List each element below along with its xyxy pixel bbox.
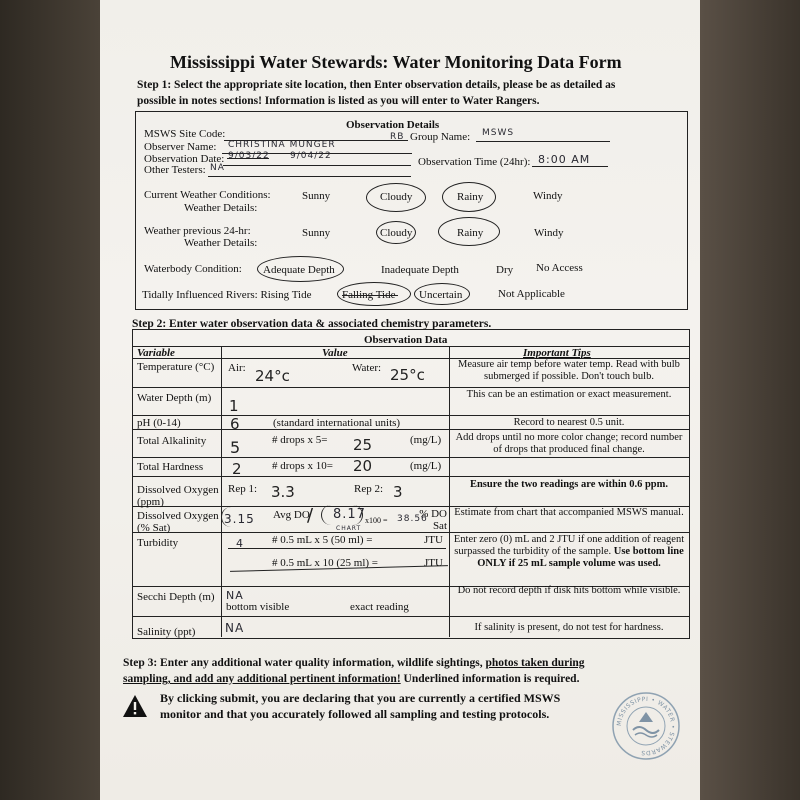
water-depth-value[interactable]: 1 — [229, 397, 239, 415]
current-weather-label: Current Weather Conditions: — [144, 189, 271, 201]
hardness-formula: # drops x 10= — [272, 460, 333, 472]
dissolved-oxygen-tip: Ensure the two readings are within 0.6 ppm. — [469, 479, 669, 490]
secchi-depth-value[interactable]: NA — [226, 589, 244, 602]
background-right — [700, 0, 800, 800]
step2-instruction: Step 2: Enter water observation data & associated chemistry parameters. — [132, 318, 492, 330]
secchi-exact-reading[interactable]: exact reading — [350, 601, 409, 613]
row-line — [133, 415, 689, 416]
rep2-value[interactable]: 3 — [393, 483, 403, 501]
rep1-label: Rep 1: — [228, 483, 258, 495]
avg-do-value[interactable]: 3.15 — [224, 512, 255, 526]
temperature-label: Temperature (°C) — [137, 361, 215, 373]
row-line — [133, 346, 689, 347]
secchi-bottom-visible[interactable]: bottom visible — [226, 601, 290, 613]
turbidity-tip — [451, 534, 687, 570]
current-cloudy-option[interactable]: Cloudy — [380, 191, 413, 203]
dissolved-oxygen-ppm-label: Dissolved Oxygen (ppm) — [137, 484, 219, 508]
observation-time-line — [532, 166, 608, 167]
step3-line1-text: Step 3: Enter any additional water quality information, wildlife sightings, — [123, 657, 486, 669]
adequate-depth-option[interactable]: Adequate Depth — [263, 264, 335, 276]
secchi-depth-label: Secchi Depth (m) — [137, 591, 215, 603]
alkalinity-formula: # drops x 5= — [272, 434, 328, 446]
hardness-label: Total Hardness — [137, 461, 204, 473]
date-strikethrough — [227, 158, 269, 159]
previous-cloudy-circle — [376, 221, 416, 244]
warning-triangle-icon — [122, 694, 148, 723]
certification-warning-line2: monitor and that you accurately followed all sampling and testing protocols. — [160, 707, 550, 721]
observation-time-value[interactable]: 8:00 AM — [538, 153, 591, 166]
row-line — [133, 476, 689, 477]
observation-date-value[interactable]: 9/04/22 — [290, 151, 332, 161]
hardness-units: (mg/L) — [410, 460, 442, 472]
data-form-sheet — [100, 0, 700, 800]
col-variable-header: Variable — [137, 347, 175, 359]
dosat-units: % DO Sat — [419, 508, 447, 532]
ph-tip: Record to nearest 0.5 unit. — [513, 417, 625, 428]
rep2-label: Rep 2: — [354, 483, 384, 495]
inadequate-depth-option[interactable]: Inadequate Depth — [381, 264, 459, 276]
temperature-tip: Measure air temp before water temp. Read with bulb submerged if possible. Don't touch bulb. — [458, 359, 680, 382]
turbidity-line1: # 0.5 mL x 5 (50 ml) = — [272, 534, 373, 546]
observation-date-struck: 9/03/22 — [228, 151, 270, 161]
observation-data-title: Observation Data — [364, 334, 448, 346]
step3-line2 — [123, 673, 579, 685]
previous-weather-label: Weather previous 24-hr: — [144, 225, 251, 237]
turbidity-line2: # 0.5 mL x 10 (25 ml) = — [272, 557, 379, 569]
row-line — [133, 387, 689, 388]
turbidity-units-1: JTU — [424, 534, 443, 546]
dosat-formula: x100 = — [365, 516, 388, 525]
svg-text:MISSISSIPPI • WATER • STEWARDS — [616, 696, 676, 756]
observation-time-label: Observation Time (24hr): — [418, 156, 531, 168]
group-name-value[interactable]: MSWS — [482, 128, 515, 138]
group-name-line — [476, 141, 610, 142]
uncertain-circle — [414, 283, 470, 305]
current-sunny-option[interactable]: Sunny — [302, 190, 331, 202]
secchi-tip: Do not record depth if disk hits bottom while visible. — [457, 585, 681, 596]
mississippi-water-stewards-logo — [610, 690, 682, 767]
dry-option[interactable]: Dry — [496, 264, 514, 276]
previous-rainy-circle — [438, 217, 500, 246]
alkalinity-units: (mg/L) — [410, 434, 442, 446]
certification-warning-line1: By clicking submit, you are declaring that you are currently a certified MSWS — [160, 691, 561, 705]
observation-date-label: Observation Date: — [144, 153, 225, 165]
step3-line1 — [123, 657, 585, 669]
water-temp-value[interactable]: 25°c — [390, 366, 425, 384]
no-access-option[interactable]: No Access — [536, 262, 583, 274]
current-cloudy-circle — [366, 183, 426, 212]
hardness-result-value[interactable]: 20 — [353, 457, 373, 475]
water-label: Water: — [352, 362, 382, 374]
turbidity-tip-bold: Use bottom line ONLY if 25 mL sample volume was used. — [477, 546, 684, 569]
step3-line2-text: Underlined information is required. — [400, 673, 580, 685]
turbidity-units-2: JTU — [424, 557, 443, 569]
adequate-depth-circle — [257, 256, 344, 282]
current-rainy-option[interactable]: Rainy — [457, 191, 484, 203]
previous-cloudy-option[interactable]: Cloudy — [380, 227, 413, 239]
ph-label: pH (0-14) — [137, 417, 181, 429]
alkalinity-drops-value[interactable]: 5 — [230, 438, 241, 457]
site-code-label: MSWS Site Code: — [144, 128, 226, 140]
background-left — [0, 0, 100, 800]
step3-line2-underlined: sampling, and add any additional pertinent information! — [123, 673, 401, 685]
observer-name-label: Observer Name: — [144, 141, 217, 153]
alkalinity-result-value[interactable]: 25 — [353, 436, 373, 454]
chart-value[interactable]: 8.17 — [333, 507, 366, 522]
ph-value[interactable]: 6 — [230, 415, 240, 433]
water-depth-label: Water Depth (m) — [137, 392, 212, 404]
alkalinity-label: Total Alkalinity — [137, 435, 207, 447]
logo-ring-text: MISSISSIPPI • WATER • STEWARDS — [615, 695, 677, 757]
ph-units: (standard international units) — [273, 417, 401, 429]
previous-windy-option[interactable]: Windy — [534, 227, 564, 239]
air-label: Air: — [228, 362, 246, 374]
dosat-result-value[interactable]: 38.56 — [397, 514, 428, 524]
tidal-rivers-label: Tidally Influenced Rivers: Rising Tide — [142, 289, 312, 301]
col-value-header: Value — [322, 347, 348, 359]
other-testers-value[interactable]: NA — [210, 163, 225, 173]
turbidity-line1-rule — [228, 548, 446, 549]
salinity-label: Salinity (ppt) — [137, 626, 196, 638]
salinity-value[interactable]: NA — [225, 621, 245, 635]
slash-mark: / — [307, 505, 314, 526]
chart-label: CHART — [336, 525, 362, 532]
previous-rainy-option[interactable]: Rainy — [457, 227, 484, 239]
avg-do-label: Avg DO — [273, 509, 310, 521]
page-title: Mississippi Water Stewards: Water Monitoring Data Form — [170, 52, 622, 72]
falling-tide-option[interactable]: Falling Tide — [342, 289, 396, 301]
dissolved-oxygen-sat-tip: Estimate from chart that accompanied MSWS manual. — [454, 507, 684, 518]
falling-tide-circle — [337, 282, 411, 306]
observer-name-value[interactable]: CHRISTINA MUNGER — [228, 140, 336, 150]
current-windy-option[interactable]: Windy — [533, 190, 563, 202]
water-depth-tip: This can be an estimation or exact measurement. — [466, 389, 672, 400]
column-line — [221, 346, 222, 637]
previous-sunny-option[interactable]: Sunny — [302, 227, 331, 239]
row-line — [133, 616, 689, 617]
air-temp-value[interactable]: 24°c — [255, 367, 290, 385]
site-code-value[interactable]: RB — [390, 132, 405, 142]
step1-instruction-line2: possible in notes sections! Information is listed as you will enter to Water Rangers. — [137, 95, 540, 107]
row-line — [133, 457, 689, 458]
turbidity-tip-text: Enter zero (0) mL and 2 JTU if one addition of reagent surpassed the turbidity of the sample. — [453, 534, 685, 557]
step1-instruction-line1: Step 1: Select the appropriate site location, then Enter observation details, please be as detailed as — [137, 79, 616, 91]
dissolved-oxygen-sat-label: Dissolved Oxygen (% Sat) — [137, 510, 219, 534]
turbidity-value[interactable]: 4 — [236, 537, 244, 550]
waterbody-condition-label: Waterbody Condition: — [144, 263, 242, 275]
other-testers-line — [208, 176, 411, 177]
chart-parenthesis — [321, 505, 363, 525]
previous-weather-details-label: Weather Details: — [184, 237, 258, 249]
step3-line1-underlined: photos taken during — [485, 657, 585, 669]
observation-details-title: Observation Details — [346, 119, 440, 131]
rep1-value[interactable]: 3.3 — [271, 483, 295, 501]
uncertain-option[interactable]: Uncertain — [419, 289, 463, 301]
alkalinity-tip: Add drops until no more color change; record number of drops that produced final change. — [455, 432, 683, 455]
current-rainy-circle — [442, 182, 496, 212]
salinity-tip: If salinity is present, do not test for hardness. — [474, 622, 664, 633]
turbidity-label: Turbidity — [137, 537, 179, 549]
other-testers-label: Other Testers: — [144, 164, 206, 176]
group-name-label: Group Name: — [410, 131, 471, 143]
not-applicable-option[interactable]: Not Applicable — [498, 288, 565, 300]
hardness-drops-value[interactable]: 2 — [232, 460, 242, 478]
column-line — [449, 346, 450, 637]
observation-date-line — [223, 165, 411, 166]
col-tips-header: Important Tips — [523, 347, 591, 359]
weather-details-label: Weather Details: — [184, 202, 258, 214]
avg-parenthesis — [221, 507, 262, 527]
row-line — [133, 429, 689, 430]
